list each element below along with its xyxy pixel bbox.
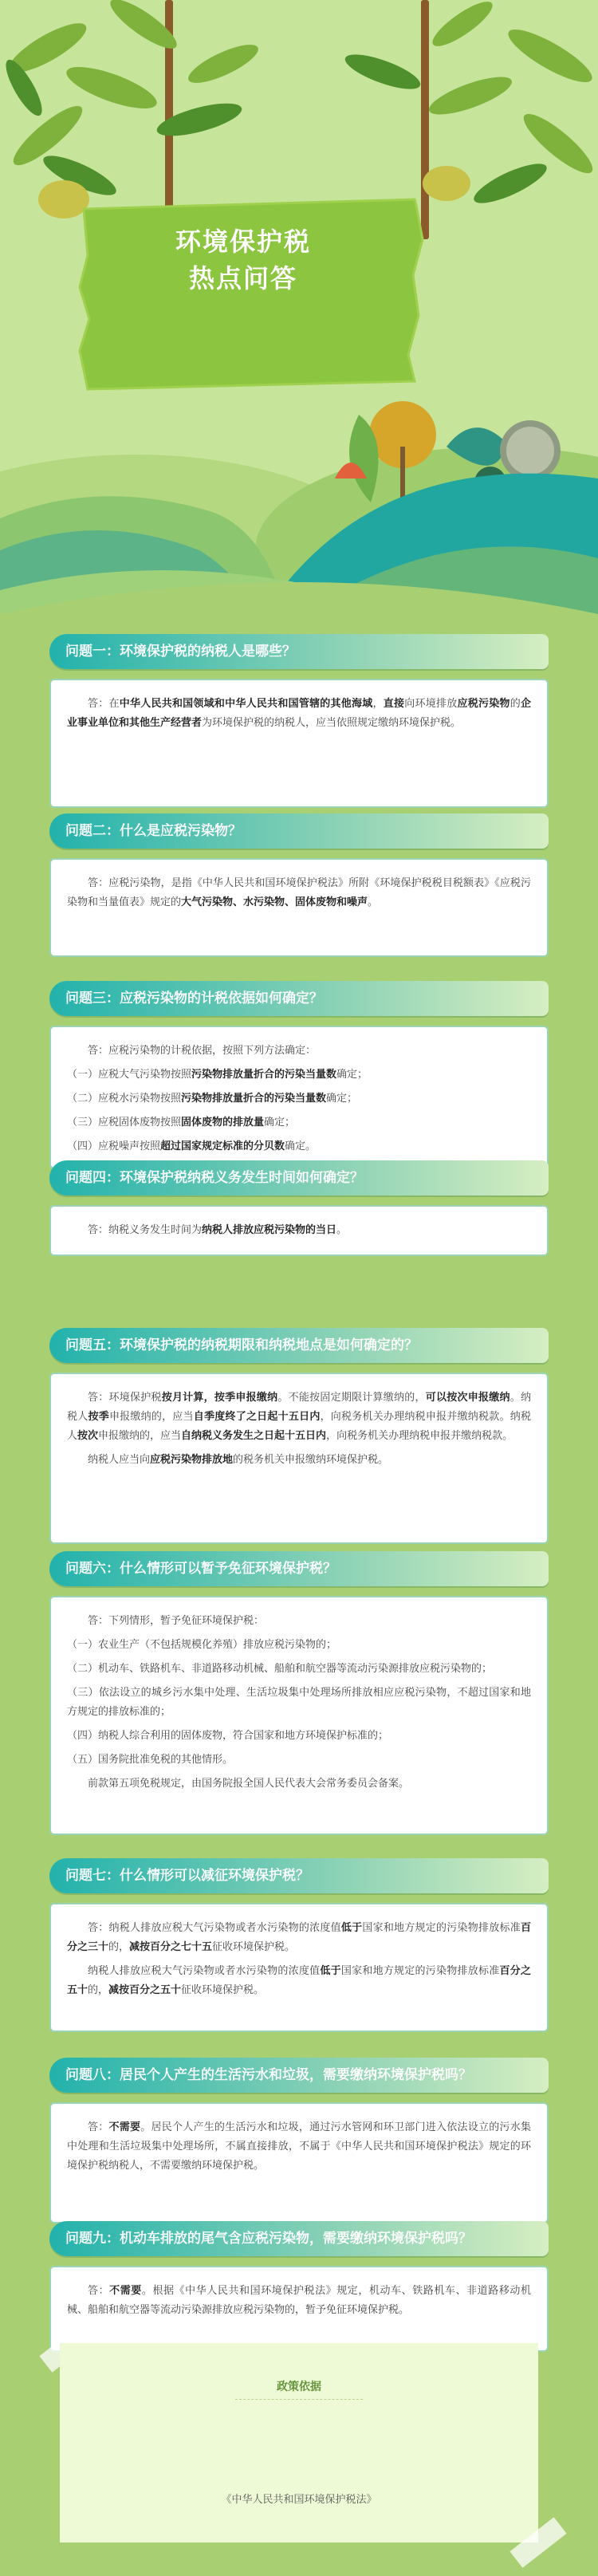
answer-text: （二）应税水污染物按照 — [67, 1093, 182, 1105]
answer-emphasis: 自纳税义务发生之日起十五日内 — [181, 1430, 327, 1442]
answer-emphasis: 减按百分之七十五 — [129, 1941, 213, 1953]
question-bar — [49, 981, 549, 1016]
question-bar — [49, 1551, 549, 1586]
answer-emphasis: 按月计算，按季申报缴纳 — [161, 1392, 278, 1404]
answer-text: 答：应税污染物的计税依据，按照下列方法确定： — [88, 1045, 317, 1057]
answer-emphasis: 应税污染物 — [457, 698, 510, 710]
answer-text: 答：应税污染物，是指《中华人民共和国环境保护税法》所附《环境保护税税目税额表》《应税污染物和当量值表》规定的 — [67, 877, 531, 908]
answer-text: （四）应税噪声按照 — [67, 1140, 161, 1152]
answer-text: ，向税务机关办理纳税申报并缴纳税款。 — [326, 1430, 513, 1442]
answer-text: （三）应税固体废物按照 — [67, 1117, 182, 1128]
answer-paragraph — [67, 1660, 531, 1679]
answer-paragraph — [67, 1919, 531, 1957]
answer-paragraph — [67, 874, 531, 912]
answer-text: （二）机动车、铁路机车、非道路移动机械、船舶和航空器等流动污染源排放应税污染物的； — [67, 1663, 493, 1675]
answer-text: （三）依法设立的城乡污水集中处理、生活垃圾集中处理场所排放相应应税污染物，不超过国家和地方规定的排放标准的； — [67, 1687, 531, 1718]
answer-emphasis: 纳税人排放应税污染物的当日 — [202, 1224, 337, 1236]
question-bar — [49, 2221, 549, 2256]
question-text: 问题一：环境保护税的纳税人是哪些？ — [65, 644, 296, 660]
answer-box — [49, 858, 549, 957]
answer-paragraph — [67, 1636, 531, 1655]
answer-text: 。根据《中华人民共和国环境保护税法》规定，机动车、铁路机车、非道路移动机械、船舶和航空器等流动污染源排放应税污染物的，暂予免征环境保护税。 — [67, 2285, 531, 2316]
answer-paragraph — [67, 1042, 531, 1061]
qa-section-1 — [49, 634, 549, 808]
question-bar — [49, 1328, 549, 1363]
question-bar — [49, 813, 549, 849]
answer-text: 征收环境保护税。 — [212, 1941, 296, 1953]
answer-paragraph — [67, 2118, 531, 2176]
answer-emphasis: 超过国家规定标准的分贝数 — [160, 1140, 285, 1152]
question-text: 问题五：环境保护税的纳税期限和纳税地点是如何确定的？ — [65, 1337, 418, 1353]
answer-emphasis: 可以按次申报缴纳 — [425, 1392, 510, 1404]
qa-section-8 — [49, 2058, 549, 2223]
answer-box — [49, 1903, 549, 2032]
answer-text: 的税务机关申报缴纳环境保护税。 — [233, 1454, 389, 1466]
answer-paragraph — [67, 1451, 531, 1470]
answer-emphasis: 应税污染物排放地 — [150, 1454, 234, 1466]
qa-section-9 — [49, 2221, 549, 2352]
answer-box — [49, 679, 549, 808]
answer-emphasis: 中华人民共和国领域和中华人民共和国管辖的其他海域 — [119, 698, 373, 710]
pole-right — [421, 0, 429, 239]
answer-text: 答： — [88, 2285, 110, 2297]
answer-text: 答：纳税人排放应税大气污染物或者水污染物的浓度值 — [88, 1922, 341, 1934]
answer-paragraph — [67, 1684, 531, 1722]
policy-card — [60, 2343, 538, 2543]
answer-text: 前款第五项免税规定，由国务院报全国人民代表大会常务委员会备案。 — [88, 1778, 410, 1790]
answer-emphasis: 大气污染物、水污染物、固体废物和噪声 — [181, 896, 368, 908]
answer-emphasis: 污染物排放量折合的污染当量数 — [181, 1093, 327, 1105]
question-bar — [49, 1858, 549, 1893]
answer-text: ， — [372, 698, 384, 710]
answer-text: 。纳税人 — [67, 1392, 531, 1423]
answer-paragraph — [67, 1774, 531, 1794]
answer-box — [49, 2266, 549, 2352]
question-text: 问题四：环境保护税纳税义务发生时间如何确定？ — [65, 1170, 364, 1186]
answer-text: 为环境保护税的纳税人，应当依照规定缴纳环境保护税。 — [202, 717, 462, 729]
answer-text: 国家和地方规定的污染物排放标准 — [362, 1922, 521, 1934]
answer-text: 。 — [368, 896, 379, 908]
answer-box — [49, 1373, 549, 1544]
policy-title: 政策依据 — [277, 2381, 321, 2393]
header-banner — [0, 0, 598, 614]
answer-box — [49, 1026, 549, 1169]
answer-paragraph — [67, 1113, 531, 1132]
answer-box — [49, 1596, 549, 1835]
answer-text: 答： — [88, 2121, 109, 2133]
answer-text: 答：纳税义务发生时间为 — [88, 1224, 203, 1236]
answer-text: （五）国务院批准免税的其他情形。 — [67, 1754, 234, 1766]
answer-paragraph — [67, 1065, 531, 1085]
title-line-1: 环境保护税 — [175, 226, 311, 257]
answer-text: 的 — [509, 698, 521, 710]
qa-section-4 — [49, 1160, 549, 1256]
leaf-cluster-icon — [38, 180, 89, 219]
qa-section-7 — [49, 1858, 549, 2032]
answer-text: 申报缴纳的，应当 — [98, 1430, 182, 1442]
answer-paragraph — [67, 1962, 531, 2000]
answer-text: 的， — [108, 1941, 130, 1953]
question-text: 问题九：机动车排放的尾气含应税污染物，需要缴纳环境保护税吗？ — [65, 2231, 472, 2247]
answer-text: （一）农业生产（不包括规模化养殖）排放应税污染物的； — [67, 1639, 337, 1651]
answer-emphasis: 按季 — [88, 1411, 109, 1423]
header-illustration — [0, 0, 598, 614]
answer-text: 确定； — [326, 1093, 358, 1105]
answer-emphasis: 直接 — [383, 698, 405, 710]
answer-box — [49, 1205, 549, 1256]
page-title — [0, 223, 486, 297]
answer-box — [49, 2102, 549, 2223]
answer-text: 征收环境保护税。 — [181, 1984, 265, 1996]
answer-paragraph — [67, 1089, 531, 1109]
answer-emphasis: 百分之五十 — [67, 1965, 531, 1996]
answer-paragraph — [67, 1388, 531, 1446]
question-bar — [49, 634, 549, 669]
answer-paragraph — [67, 2282, 531, 2320]
question-text: 问题三：应税污染物的计税依据如何确定？ — [65, 991, 323, 1006]
answer-text: 答：环境保护税 — [88, 1392, 162, 1404]
question-text: 问题六：什么情形可以暂予免征环境保护税？ — [65, 1561, 336, 1577]
answer-text: 确定。 — [285, 1140, 317, 1152]
answer-text: 。 — [336, 1224, 348, 1236]
answer-emphasis: 低于 — [320, 1965, 341, 1977]
answer-emphasis: 低于 — [340, 1922, 363, 1934]
question-text: 问题二：什么是应税污染物？ — [65, 823, 242, 839]
answer-emphasis: 企业事业单位和其他生产经营者 — [67, 698, 531, 729]
answer-text: 的， — [88, 1984, 109, 1996]
answer-paragraph — [67, 1137, 531, 1156]
answer-paragraph — [67, 1727, 531, 1746]
answer-emphasis: 固体废物的排放量 — [181, 1117, 265, 1128]
answer-emphasis: 不需要 — [108, 2121, 141, 2133]
question-text: 问题七：什么情形可以减征环境保护税？ — [65, 1868, 309, 1884]
qa-section-3 — [49, 981, 549, 1169]
answer-paragraph — [67, 1221, 531, 1240]
question-text: 问题八：居民个人产生的生活污水和垃圾，需要缴纳环境保护税吗？ — [65, 2067, 472, 2083]
answer-text: 答：在 — [88, 698, 120, 710]
question-bar — [49, 2058, 549, 2093]
answer-emphasis: 按次 — [77, 1430, 99, 1442]
policy-reference: 《中华人民共和国环境保护税法》 — [221, 2494, 377, 2506]
answer-text: 。居民个人产生的生活污水和垃圾，通过污水管网和环卫部门进入依法设立的污水集中处理和生活垃圾集中处理场所，不属直接排放，不属于《中华人民共和国环境保护税法》规定的环境保护税纳税人，不需要缴纳环境保护税。 — [67, 2121, 531, 2172]
qa-section-5 — [49, 1328, 549, 1544]
answer-paragraph — [67, 695, 531, 733]
answer-paragraph — [67, 1751, 531, 1770]
answer-text: 向环境排放 — [404, 698, 458, 710]
title-line-2: 热点问答 — [188, 263, 297, 293]
answer-text: 确定； — [264, 1117, 296, 1128]
answer-text: ，向税务机关办理纳税申报并缴纳税款。纳税人 — [67, 1411, 531, 1442]
answer-emphasis: 不需要 — [109, 2285, 142, 2297]
answer-text: 。不能按固定期限计算缴纳的， — [277, 1392, 426, 1404]
question-bar — [49, 1160, 549, 1195]
answer-text: 申报缴纳的，应当 — [108, 1411, 194, 1423]
answer-text: （一）应税大气污染物按照 — [67, 1069, 192, 1081]
answer-text: 纳税人排放应税大气污染物或者水污染物的浓度值 — [88, 1965, 321, 1977]
answer-emphasis: 自季度终了之日起十五日内 — [193, 1411, 321, 1423]
answer-paragraph — [67, 1612, 531, 1631]
answer-emphasis: 污染物排放量折合的污染当量数 — [191, 1069, 337, 1081]
answer-text: 答：下列情形，暂予免征环境保护税： — [88, 1615, 265, 1627]
policy-divider — [235, 2399, 363, 2400]
answer-text: 国家和地方规定的污染物排放标准 — [340, 1965, 500, 1977]
qa-section-2 — [49, 813, 549, 957]
answer-emphasis: 减按百分之五十 — [108, 1984, 182, 1996]
answer-text: （四）纳税人综合利用的固体废物，符合国家和地方环境保护标准的； — [67, 1730, 389, 1742]
answer-text: 纳税人应当向 — [88, 1454, 151, 1466]
answer-text: 确定； — [336, 1069, 368, 1081]
answer-emphasis: 百分之三十 — [67, 1922, 531, 1953]
qa-section-6 — [49, 1551, 549, 1835]
